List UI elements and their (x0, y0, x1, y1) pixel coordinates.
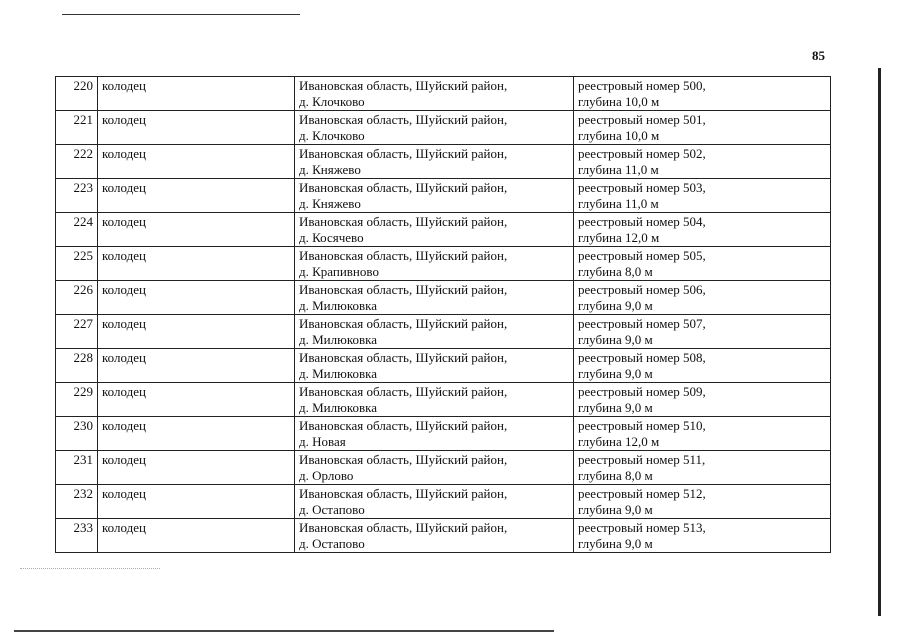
well-depth: глубина 9,0 м (578, 399, 653, 415)
object-type: колодец (102, 112, 146, 127)
well-depth: глубина 11,0 м (578, 161, 659, 177)
table-row (56, 145, 831, 179)
table-row (56, 281, 831, 315)
row-number-cell (56, 383, 98, 417)
row-number: 222 (73, 146, 93, 161)
row-number: 226 (73, 282, 93, 297)
object-type: колодец (102, 452, 146, 467)
address-village: д. Новая (299, 433, 346, 449)
address-village: д. Остапово (299, 535, 365, 551)
row-number: 232 (73, 486, 93, 501)
table-row (56, 111, 831, 145)
object-type-cell (98, 485, 295, 519)
row-number: 227 (73, 316, 93, 331)
well-depth: глубина 10,0 м (578, 93, 660, 109)
details-cell (574, 315, 831, 349)
address-region: Ивановская область, Шуйский район, (299, 180, 508, 195)
address-region: Ивановская область, Шуйский район, (299, 486, 508, 501)
well-depth: глубина 11,0 м (578, 195, 659, 211)
object-type-cell (98, 247, 295, 281)
well-depth: глубина 9,0 м (578, 501, 653, 517)
address-cell (295, 145, 574, 179)
address-region: Ивановская область, Шуйский район, (299, 214, 508, 229)
object-type: колодец (102, 248, 146, 263)
details-cell (574, 383, 831, 417)
object-type-cell (98, 213, 295, 247)
row-number: 231 (73, 452, 93, 467)
registry-number: реестровый номер 506, (578, 282, 706, 297)
row-number: 230 (73, 418, 93, 433)
table-row (56, 417, 831, 451)
address-village: д. Княжево (299, 161, 361, 177)
object-type: колодец (102, 316, 146, 331)
row-number: 228 (73, 350, 93, 365)
address-village: д. Милюковка (299, 399, 378, 415)
table-row (56, 383, 831, 417)
address-village: д. Косячево (299, 229, 364, 245)
well-depth: глубина 8,0 м (578, 263, 653, 279)
row-number-cell (56, 451, 98, 485)
registry-number: реестровый номер 511, (578, 452, 706, 467)
row-number: 220 (73, 78, 93, 93)
footer-rule (14, 630, 554, 632)
table-row (56, 213, 831, 247)
registry-number: реестровый номер 512, (578, 486, 706, 501)
scan-edge-line (878, 68, 881, 616)
address-cell (295, 179, 574, 213)
row-number-cell (56, 315, 98, 349)
row-number-cell (56, 247, 98, 281)
table-row (56, 77, 831, 111)
address-cell (295, 485, 574, 519)
object-type: колодец (102, 418, 146, 433)
object-type: колодец (102, 282, 146, 297)
well-depth: глубина 10,0 м (578, 127, 660, 143)
object-type: колодец (102, 486, 146, 501)
object-type-cell (98, 349, 295, 383)
row-number-cell (56, 349, 98, 383)
object-type: колодец (102, 520, 146, 535)
object-type-cell (98, 77, 295, 111)
address-region: Ивановская область, Шуйский район, (299, 316, 508, 331)
object-type-cell (98, 315, 295, 349)
address-village: д. Крапивново (299, 263, 379, 279)
registry-number: реестровый номер 503, (578, 180, 706, 195)
well-depth: глубина 8,0 м (578, 467, 653, 483)
address-cell (295, 77, 574, 111)
row-number: 221 (73, 112, 93, 127)
object-type-cell (98, 451, 295, 485)
row-number-cell (56, 485, 98, 519)
address-village: д. Милюковка (299, 365, 378, 381)
address-region: Ивановская область, Шуйский район, (299, 78, 508, 93)
page-number: 85 (812, 48, 825, 63)
address-village: д. Милюковка (299, 297, 378, 313)
address-cell (295, 315, 574, 349)
table-row (56, 247, 831, 281)
table-row (56, 349, 831, 383)
object-type: колодец (102, 146, 146, 161)
table-row (56, 315, 831, 349)
address-region: Ивановская область, Шуйский район, (299, 418, 508, 433)
address-region: Ивановская область, Шуйский район, (299, 520, 508, 535)
object-type-cell (98, 519, 295, 553)
object-type: колодец (102, 350, 146, 365)
address-region: Ивановская область, Шуйский район, (299, 146, 508, 161)
registry-number: реестровый номер 502, (578, 146, 706, 161)
row-number-cell (56, 281, 98, 315)
details-cell (574, 179, 831, 213)
address-village: д. Остапово (299, 501, 365, 517)
address-region: Ивановская область, Шуйский район, (299, 282, 508, 297)
address-village: д. Клочково (299, 127, 365, 143)
object-type: колодец (102, 384, 146, 399)
address-cell (295, 111, 574, 145)
details-cell (574, 247, 831, 281)
row-number: 233 (73, 520, 93, 535)
details-cell (574, 349, 831, 383)
details-cell (574, 145, 831, 179)
address-cell (295, 417, 574, 451)
scan-artifact-dots (20, 568, 160, 569)
well-depth: глубина 9,0 м (578, 331, 653, 347)
details-cell (574, 485, 831, 519)
object-type-cell (98, 281, 295, 315)
address-region: Ивановская область, Шуйский район, (299, 350, 508, 365)
object-type-cell (98, 383, 295, 417)
row-number-cell (56, 145, 98, 179)
address-cell (295, 383, 574, 417)
registry-number: реестровый номер 510, (578, 418, 706, 433)
address-cell (295, 519, 574, 553)
row-number: 223 (73, 180, 93, 195)
well-depth: глубина 9,0 м (578, 535, 653, 551)
well-depth: глубина 12,0 м (578, 433, 660, 449)
address-village: д. Клочково (299, 93, 365, 109)
object-type-cell (98, 179, 295, 213)
row-number-cell (56, 77, 98, 111)
details-cell (574, 451, 831, 485)
details-cell (574, 281, 831, 315)
address-cell (295, 247, 574, 281)
object-type-cell (98, 111, 295, 145)
address-region: Ивановская область, Шуйский район, (299, 452, 508, 467)
registry-number: реестровый номер 500, (578, 78, 706, 93)
registry-number: реестровый номер 507, (578, 316, 706, 331)
details-cell (574, 213, 831, 247)
row-number-cell (56, 519, 98, 553)
row-number-cell (56, 213, 98, 247)
table-row (56, 179, 831, 213)
object-type-cell (98, 145, 295, 179)
address-village: д. Княжево (299, 195, 361, 211)
object-type: колодец (102, 180, 146, 195)
registry-number: реестровый номер 508, (578, 350, 706, 365)
address-cell (295, 213, 574, 247)
address-region: Ивановская область, Шуйский район, (299, 248, 508, 263)
row-number-cell (56, 111, 98, 145)
address-village: д. Милюковка (299, 331, 378, 347)
details-cell (574, 417, 831, 451)
row-number: 229 (73, 384, 93, 399)
table-row (56, 485, 831, 519)
address-cell (295, 281, 574, 315)
row-number-cell (56, 179, 98, 213)
details-cell (574, 77, 831, 111)
registry-number: реестровый номер 505, (578, 248, 706, 263)
address-cell (295, 451, 574, 485)
well-depth: глубина 9,0 м (578, 365, 653, 381)
row-number: 224 (73, 214, 93, 229)
wells-registry-table (55, 76, 831, 553)
address-region: Ивановская область, Шуйский район, (299, 384, 508, 399)
object-type: колодец (102, 214, 146, 229)
registry-number: реестровый номер 501, (578, 112, 706, 127)
row-number: 225 (73, 248, 93, 263)
details-cell (574, 111, 831, 145)
table-body (56, 77, 831, 553)
header-rule (62, 14, 300, 15)
registry-number: реестровый номер 509, (578, 384, 706, 399)
table-row (56, 519, 831, 553)
well-depth: глубина 9,0 м (578, 297, 653, 313)
object-type: колодец (102, 78, 146, 93)
address-village: д. Орлово (299, 467, 354, 483)
address-cell (295, 349, 574, 383)
well-depth: глубина 12,0 м (578, 229, 660, 245)
table-row (56, 451, 831, 485)
details-cell (574, 519, 831, 553)
registry-number: реестровый номер 513, (578, 520, 706, 535)
row-number-cell (56, 417, 98, 451)
registry-number: реестровый номер 504, (578, 214, 706, 229)
object-type-cell (98, 417, 295, 451)
address-region: Ивановская область, Шуйский район, (299, 112, 508, 127)
